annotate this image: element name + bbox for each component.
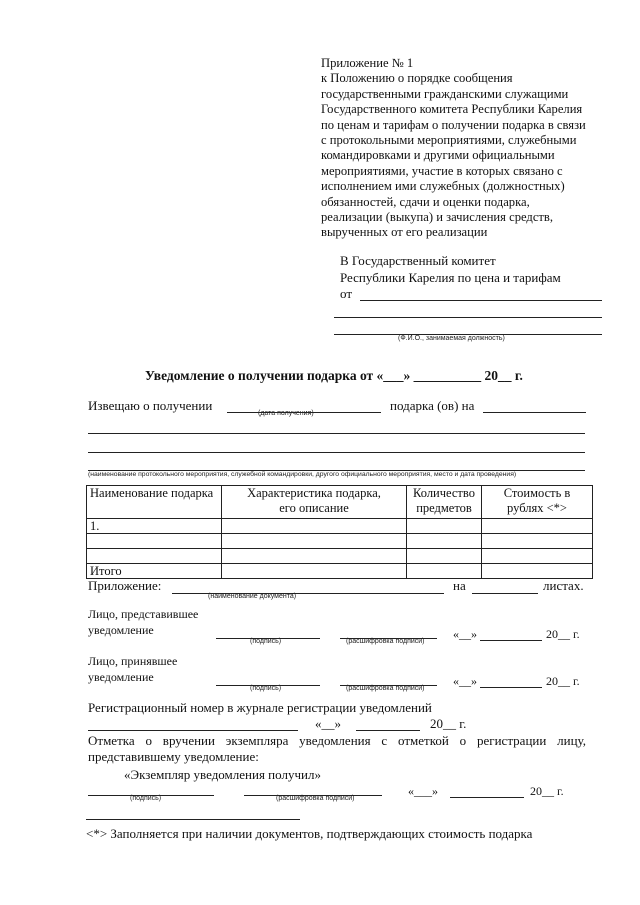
receiver-decode-caption: (расшифровка подписи) — [346, 685, 425, 692]
submitter-date-month-field[interactable] — [480, 640, 542, 641]
header-quantity: Количество предметов — [407, 486, 482, 519]
submitter-signature-caption: (подпись) — [250, 638, 282, 645]
registration-label: Регистрационный номер в журнале регистрации уведомлений — [88, 700, 432, 715]
header-cost: Стоимость в рублях <*> — [482, 486, 593, 519]
appendix-line: мероприятиями, участие в которых связано с — [321, 163, 563, 178]
addressee-line1: В Государственный комитет — [340, 253, 496, 268]
receipt-date-caption: (дата получения) — [258, 410, 314, 417]
table-row[interactable] — [87, 534, 593, 549]
appendix-line: государственными гражданскими служащими — [321, 86, 569, 101]
delivery-line-1: Отметка о вручении экземпляра уведомления с отметкой о регистрации лицу, — [88, 733, 586, 748]
table-header-row — [87, 486, 593, 519]
receiver-date-year: 20__ г. — [546, 674, 580, 688]
appendix-line: обязанностей, сдачи и оценки подарка, — [321, 194, 530, 209]
appendix-line: с протокольными мероприятиями, служебными — [321, 133, 577, 148]
registration-date-month-field[interactable] — [356, 730, 420, 731]
delivery-date-month-field[interactable] — [450, 797, 524, 798]
delivery-date-day: «___» — [408, 784, 438, 798]
table-row[interactable]: 1. — [87, 519, 593, 534]
appendix-block — [321, 56, 611, 241]
delivery-date-year: 20__ г. — [530, 784, 564, 798]
delivery-signature-caption: (подпись) — [130, 795, 162, 802]
receiver-date-day: «__» — [453, 674, 477, 688]
header-gift-name: Наименование подарка — [87, 486, 222, 519]
attachment-on-label: на — [453, 578, 466, 593]
registration-date-year: 20__ г. — [430, 716, 467, 731]
table-total-row[interactable]: Итого — [87, 564, 593, 579]
appendix-title: Приложение № 1 — [321, 56, 414, 70]
event-field-start[interactable] — [483, 412, 586, 413]
appendix-line: Государственного комитета Республики Карелия — [321, 102, 583, 117]
from-field-line-1[interactable] — [360, 300, 602, 301]
appendix-line: реализации (выкупа) и зачисления средств, — [321, 210, 554, 225]
delivery-received-text: «Экземпляр уведомления получил» — [124, 767, 321, 782]
gifts-table — [86, 485, 593, 579]
delivery-decode-caption: (расшифровка подписи) — [276, 795, 355, 802]
gift-label: подарка (ов) на — [390, 398, 475, 413]
addressee-from-label: от — [340, 286, 353, 301]
attachment-sheets-label: листах. — [543, 578, 584, 593]
attachment-doc-caption: (наименование документа) — [208, 593, 297, 600]
delivery-line-2: представившему уведомление: — [88, 749, 259, 764]
receiver-label-1: Лицо, принявшее — [88, 654, 178, 668]
registration-date-day: «__» — [315, 716, 341, 731]
receiver-label-2: уведомление — [88, 670, 154, 684]
header-gift-description: Характеристика подарка, его описание — [222, 486, 407, 519]
appendix-line: исполнением ими служебных (должностных) — [321, 179, 565, 194]
submitter-date-year: 20__ г. — [546, 627, 580, 641]
appendix-line: по ценам и тарифам о получении подарка в связи — [321, 117, 586, 132]
registration-number-field[interactable] — [88, 730, 298, 731]
fio-caption: (Ф.И.О., занимаемая должность) — [398, 335, 505, 342]
event-field-line-2[interactable] — [88, 452, 585, 453]
appendix-line: вырученных от его реализации — [321, 225, 488, 240]
notice-title: Уведомление о получении подарка от «___» __________ 20__ г. — [145, 368, 523, 383]
footnote-text: <*> Заполняется при наличии документов, подтверждающих стоимость подарка — [86, 826, 533, 841]
event-field-line-1[interactable] — [88, 433, 585, 434]
appendix-line: командировками и другими официальными — [321, 148, 555, 163]
receiver-signature-caption: (подпись) — [250, 685, 282, 692]
event-caption: (наименование протокольного мероприятия, служебной командировки, другого официального мероприятия, место и дата проведения) — [88, 471, 517, 478]
attachment-sheets-field[interactable] — [472, 593, 538, 594]
submitter-label-1: Лицо, представившее — [88, 607, 199, 621]
attachment-label: Приложение: — [88, 578, 162, 593]
table-row[interactable] — [87, 549, 593, 564]
from-field-line-2[interactable] — [334, 317, 602, 318]
notify-label: Извещаю о получении — [88, 398, 213, 413]
footnote-divider — [86, 819, 300, 820]
receiver-date-month-field[interactable] — [480, 687, 542, 688]
submitter-label-2: уведомление — [88, 623, 154, 637]
appendix-line: к Положению о порядке сообщения — [321, 71, 513, 86]
addressee-line2: Республики Карелия по цена и тарифам — [340, 270, 561, 285]
submitter-decode-caption: (расшифровка подписи) — [346, 638, 425, 645]
submitter-date-day: «__» — [453, 627, 477, 641]
